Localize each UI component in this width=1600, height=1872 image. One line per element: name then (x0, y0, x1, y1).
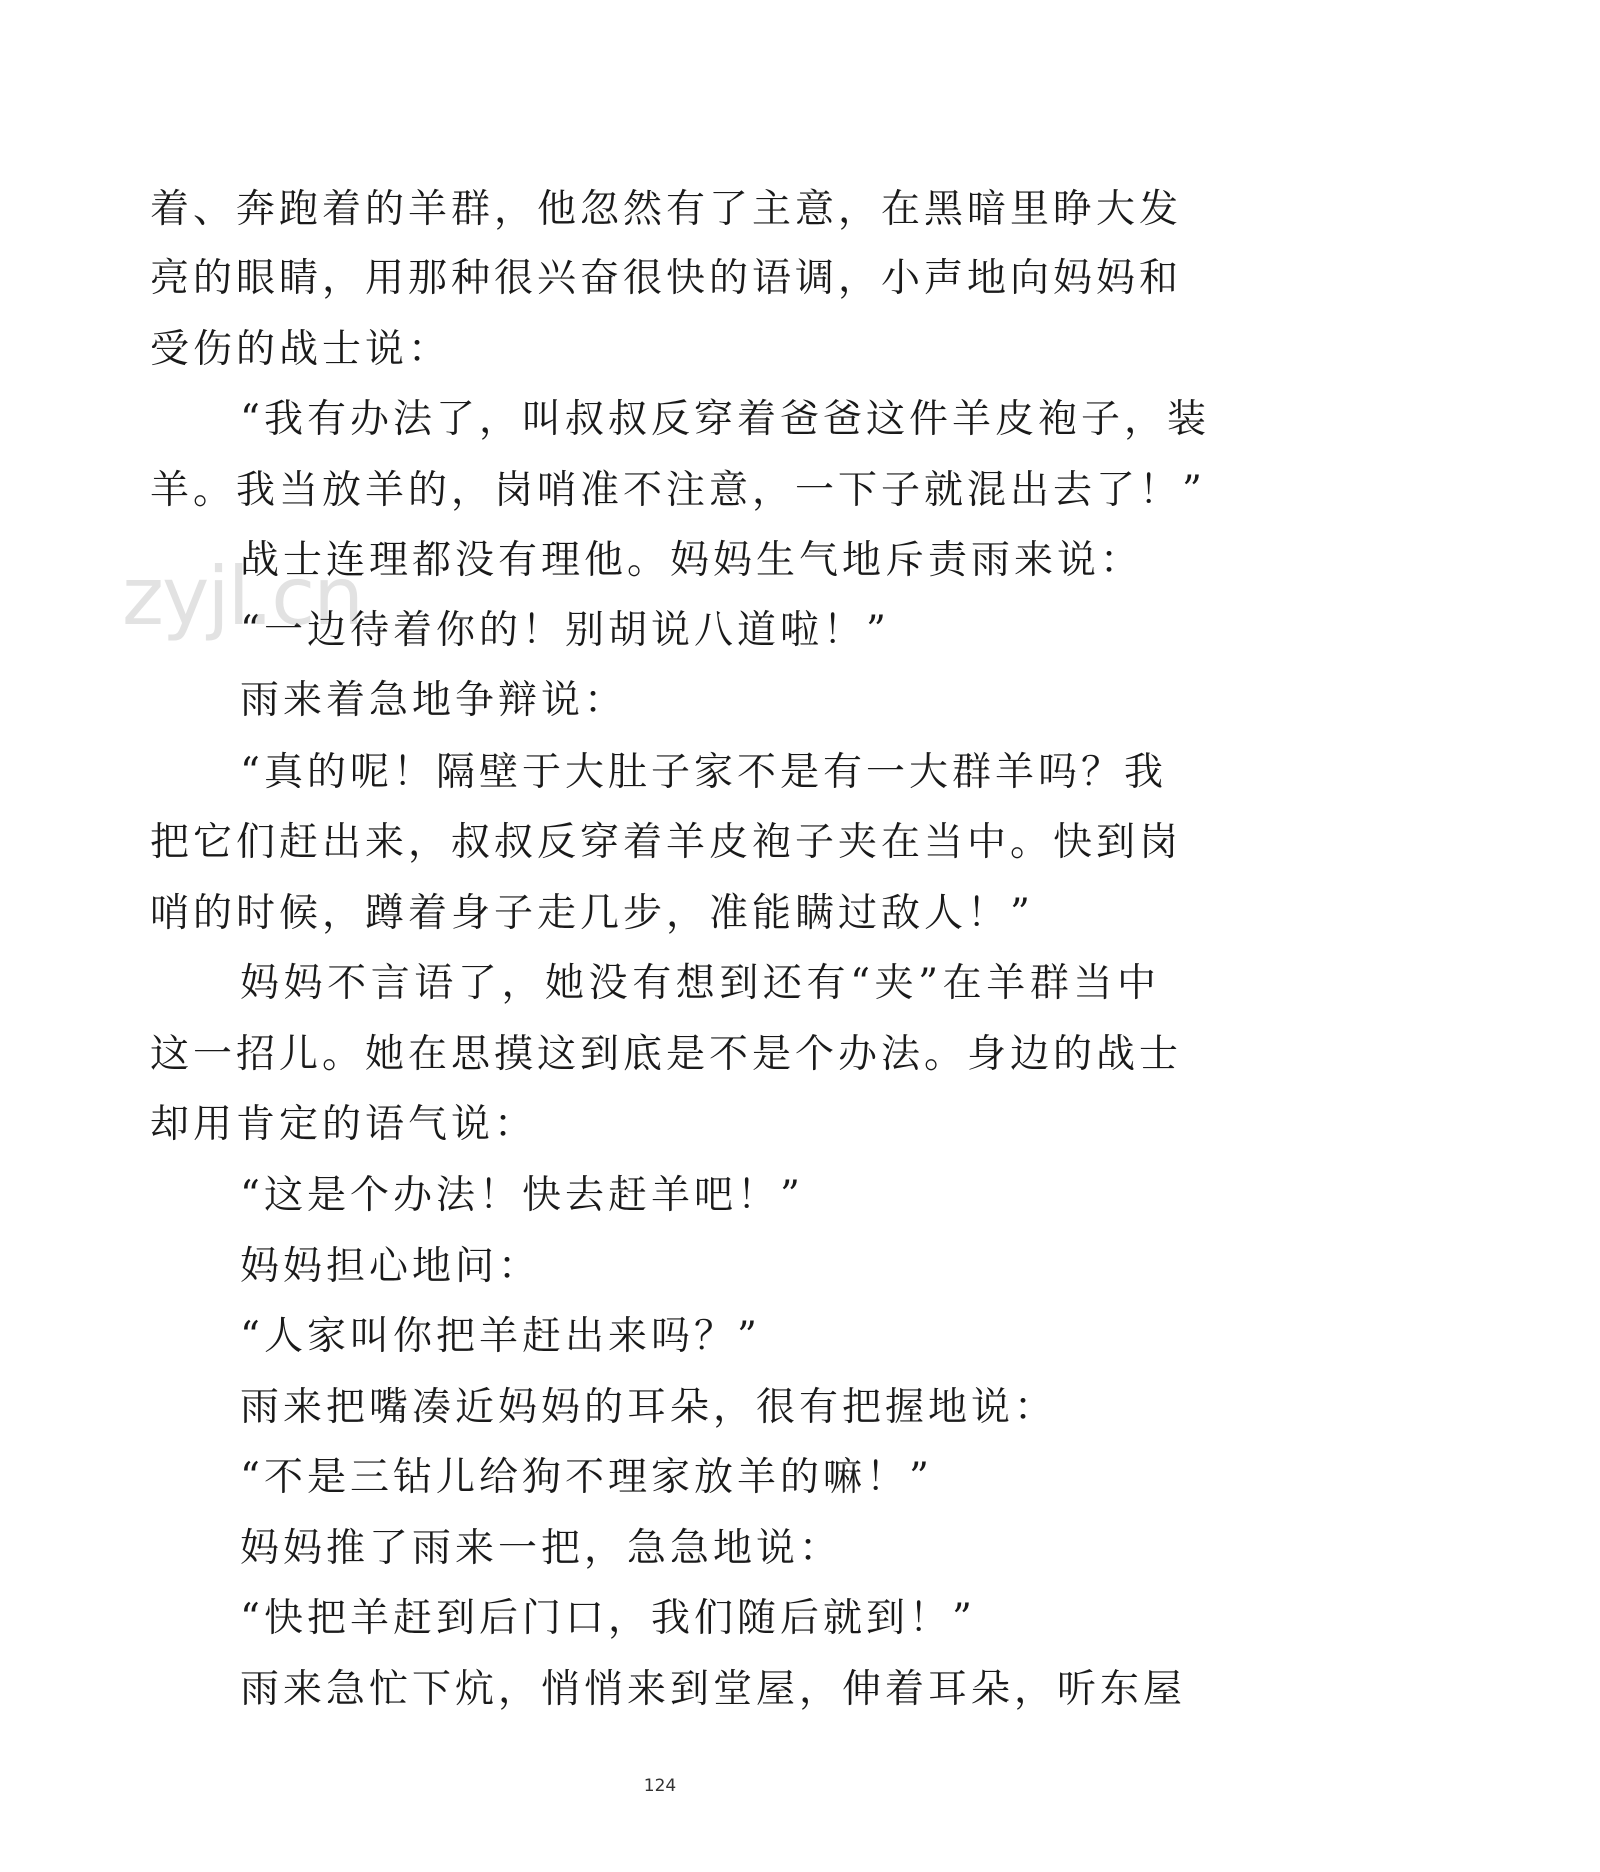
text-line: 把它们赶出来，叔叔反穿着羊皮袍子夹在当中。快到岗 (150, 820, 1183, 865)
text-line: 哨的时候，蹲着身子走几步，准能瞒过敌人！” (150, 891, 1034, 936)
text-line: 雨来着急地争辩说： (240, 678, 628, 723)
text-line: 着、奔跑着的羊群，他忽然有了主意，在黑暗里睁大发 (150, 187, 1183, 232)
text-line: 却用肯定的语气说： (150, 1102, 538, 1147)
text-line: 妈妈不言语了，她没有想到还有“夹”在羊群当中 (240, 961, 1160, 1006)
watermark: zyjl.cn (122, 550, 362, 643)
text-line: “快把羊赶到后门口，我们随后就到！” (240, 1596, 976, 1641)
text-line: “一边待着你的！别胡说八道啦！” (240, 608, 890, 653)
text-line: “我有办法了，叫叔叔反穿着爸爸这件羊皮袍子，装 (240, 397, 1210, 442)
text-line: “这是个办法！快去赶羊吧！” (240, 1173, 804, 1218)
text-line: 妈妈担心地问： (240, 1244, 542, 1289)
text-line: “不是三钻儿给狗不理家放羊的嘛！” (240, 1455, 933, 1500)
page-number: 124 (643, 1776, 677, 1796)
text-line: 受伤的战士说： (150, 327, 452, 372)
text-line: 这一招儿。她在思摸这到底是不是个办法。身边的战士 (150, 1032, 1183, 1077)
text-line: 妈妈推了雨来一把，急急地说： (240, 1526, 843, 1571)
text-line: “人家叫你把羊赶出来吗？” (240, 1314, 761, 1359)
text-line: “真的呢！隔壁于大肚子家不是有一大群羊吗？我 (240, 750, 1167, 795)
text-line: 雨来急忙下炕，悄悄来到堂屋，伸着耳朵，听东屋 (240, 1667, 1187, 1712)
text-line: 羊。我当放羊的，岗哨准不注意，一下子就混出去了！” (150, 468, 1206, 513)
text-line: 战士连理都没有理他。妈妈生气地斥责雨来说： (240, 538, 1144, 583)
text-line: 雨来把嘴凑近妈妈的耳朵，很有把握地说： (240, 1385, 1058, 1430)
text-line: 亮的眼睛，用那种很兴奋很快的语调，小声地向妈妈和 (150, 256, 1183, 301)
